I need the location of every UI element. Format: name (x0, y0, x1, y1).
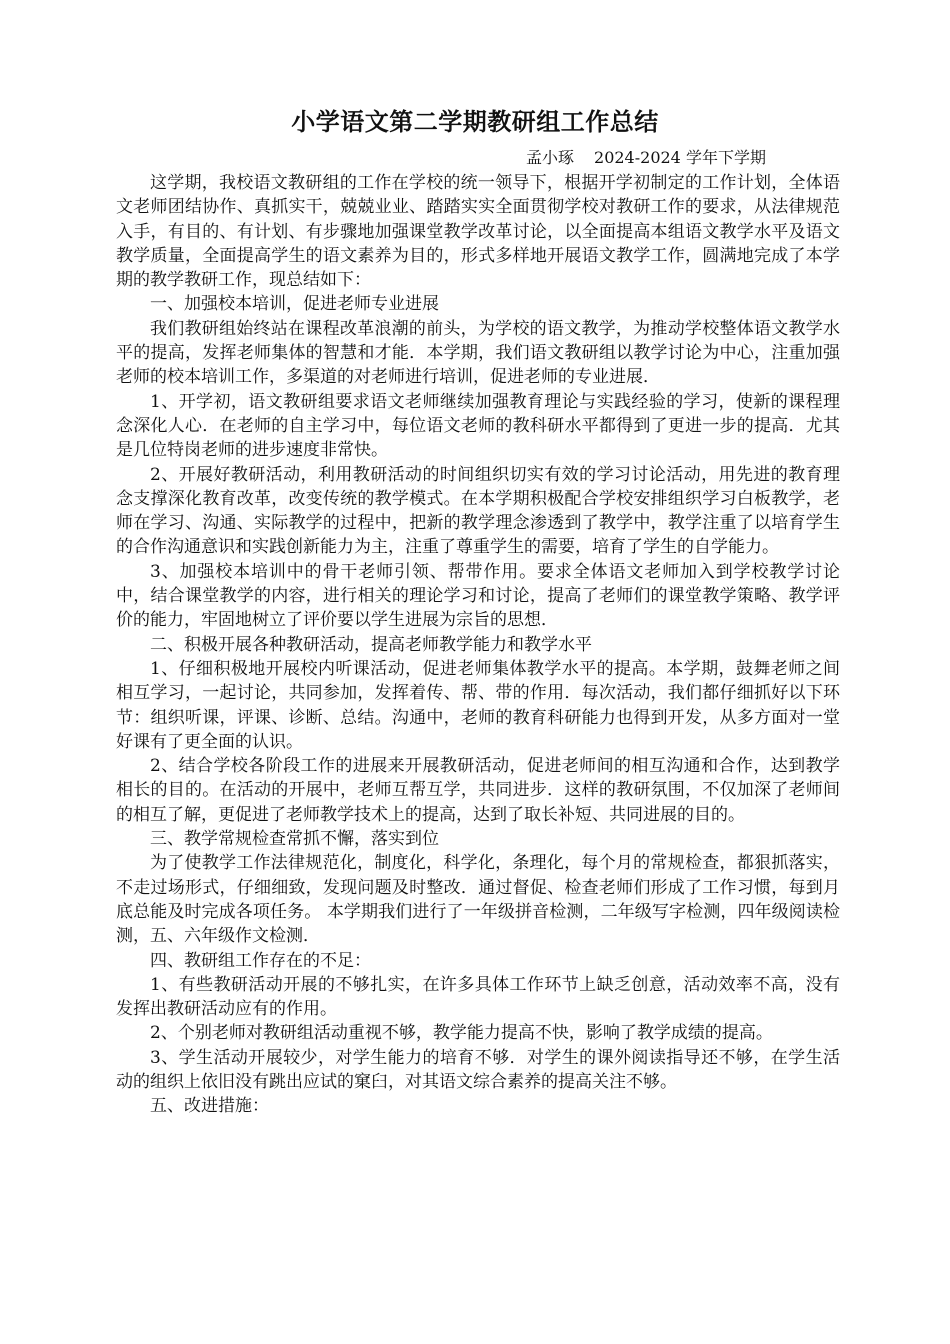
list-item: 3、加强校本培训中的骨干老师引领、帮带作用。要求全体语文老师加入到学校教学讨论中，结合课堂教学的内容，进行相关的理论学习和讨论，提高了老师们的课堂教学策略、教学评价的能力，牢固地树立了评价要以学生进展为宗旨的思想． (116, 561, 840, 631)
list-item: 2、开展好教研活动，利用教研活动的时间组织切实有效的学习讨论活动，用先进的教育理念支撑深化教育改革，改变传统的教学模式。在本学期积极配合学校安排组织学习白板教学，老师在学习、沟通、实际教学的过程中，把新的教学理念渗透到了教学中，教学注重了以培育学生的合作沟通意识和实践创新能力为主，注重了尊重学生的需要，培育了学生的自学能力。 (116, 464, 840, 558)
byline (526, 147, 766, 169)
document-title: 小学语文第二学期教研组工作总结 (291, 108, 659, 136)
list-item: 2、个别老师对教研组活动重视不够，教学能力提高不快，影响了教学成绩的提高。 (150, 1023, 773, 1044)
list-item: 2、结合学校各阶段工作的进展来开展教研活动，促进老师间的相互沟通和合作，达到教学相长的目的。在活动的开展中，老师互帮互学，共同进步．这样的教研氛围，不仅加深了老师间的相互了解，更促进了老师教学技术上的提高，达到了取长补短、共同进展的目的。 (116, 756, 840, 825)
term-label: 2024-2024 学年下学期 (594, 148, 766, 167)
body-paragraph: 为了使教学工作法律规范化，制度化，科学化，条理化，每个月的常规检查，都狠抓落实，不走过场形式，仔细细致，发现问题及时整改．通过督促、检查老师们形成了工作习惯，每到月底总能及时完成各项任务。 本学期我们进行了一年级拼音检测，二年级写字检测，四年级阅读检测，五、六年级作文检测． (116, 853, 840, 947)
section-heading-4: 四、教研组工作存在的不足： (150, 950, 371, 971)
section-heading-1: 一、加强校本培训，促进老师专业进展 (150, 294, 439, 315)
list-item: 1、开学初，语文教研组要求语文老师继续加强教育理论与实践经验的学习，使新的课程理念深化人心．在老师的自主学习中，每位语文老师的教科研水平都得到了更进一步的提高．尤其是几位特岗老师的进步速度非常快。 (116, 391, 840, 461)
body-paragraph: 我们教研组始终站在课程改革浪潮的前头，为学校的语文教学，为推动学校整体语文教学水平的提高，发挥老师集体的智慧和才能．本学期，我们语文教研组以教学讨论为中心，注重加强老师的校本培训工作，多渠道的对老师进行培训，促进老师的专业进展． (116, 318, 840, 388)
list-item: 1、有些教研活动开展的不够扎实，在许多具体工作环节上缺乏创意，活动效率不高，没有发挥出教研活动应有的作用。 (116, 974, 840, 1020)
intro-paragraph: 这学期，我校语文教研组的工作在学校的统一领导下，根据开学初制定的工作计划，全体语文老师团结协作、真抓实干，兢兢业业、踏踏实实全面贯彻学校对教研工作的要求，从法律规范入手，有目的、有计划、有步骤地加强课堂教学改革讨论，以全面提高本组语文教学水平及语文教学质量，全面提高学生的语文素养为目的，形式多样地开展语文教学工作，圆满地完成了本学期的教学教研工作，现总结如下： (116, 173, 840, 291)
author-name: 孟小琢 (526, 148, 575, 167)
list-item: 1、仔细积极地开展校内听课活动，促进老师集体教学水平的提高。本学期，鼓舞老师之间相互学习，一起讨论，共同参加，发挥着传、帮、带的作用．每次活动，我们都仔细抓好以下环节：组织听课，评课、诊断、总结。沟通中，老师的教育科研能力也得到开发，从多方面对一堂好课有了更全面的认识。 (116, 658, 840, 752)
section-heading-5: 五、改进措施： (150, 1096, 269, 1117)
section-heading-3: 三、教学常规检查常抓不懈，落实到位 (150, 829, 439, 850)
document-body (116, 171, 840, 1119)
list-item: 3、学生活动开展较少，对学生能力的培育不够．对学生的课外阅读指导还不够，在学生活动的组织上依旧没有跳出应试的窠臼，对其语文综合素养的提高关注不够。 (116, 1047, 840, 1092)
section-heading-2: 二、积极开展各种教研活动，提高老师教学能力和教学水平 (150, 634, 592, 655)
